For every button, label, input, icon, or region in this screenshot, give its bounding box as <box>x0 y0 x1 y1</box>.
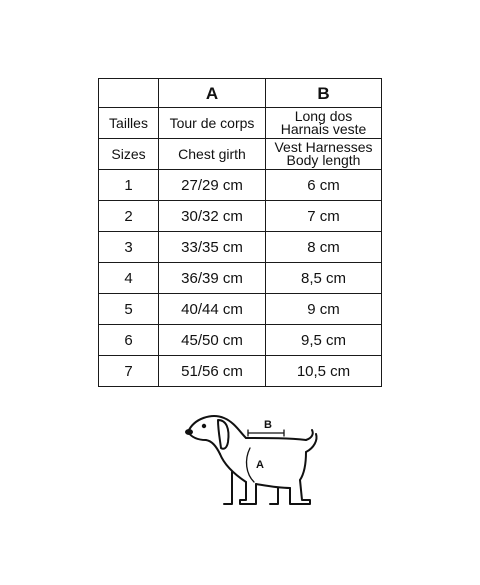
label-length-en <box>266 139 382 170</box>
chest-cell: 51/56 cm <box>159 356 266 387</box>
label-b: B <box>264 419 272 431</box>
chest-cell: 27/29 cm <box>159 170 266 201</box>
label-length-fr-line1: Long dos <box>294 108 353 124</box>
size-cell: 1 <box>99 170 159 201</box>
label-sizes-en: Sizes <box>99 139 159 170</box>
chest-cell: 30/32 cm <box>159 201 266 232</box>
table-row <box>99 263 382 294</box>
size-cell: 2 <box>99 201 159 232</box>
length-cell: 10,5 cm <box>266 356 382 387</box>
label-length-en-line2: Body length <box>286 152 361 168</box>
nose-shape <box>185 429 193 435</box>
label-chest-en: Chest girth <box>159 139 266 170</box>
table-row <box>99 356 382 387</box>
header-row <box>99 79 382 108</box>
table-row <box>99 294 382 325</box>
header-cell-a: A <box>159 79 266 108</box>
chest-cell: 45/50 cm <box>159 325 266 356</box>
label-row-fr <box>99 108 382 139</box>
label-length-fr-line2: Harnais veste <box>280 121 367 137</box>
size-cell: 7 <box>99 356 159 387</box>
chest-cell: 33/35 cm <box>159 232 266 263</box>
label-sizes-fr: Tailles <box>99 108 159 139</box>
length-cell: 6 cm <box>266 170 382 201</box>
table-row <box>99 201 382 232</box>
label-chest-fr: Tour de corps <box>159 108 266 139</box>
length-cell: 8 cm <box>266 232 382 263</box>
length-cell: 9,5 cm <box>266 325 382 356</box>
length-cell: 9 cm <box>266 294 382 325</box>
dog-measurement-icon <box>178 408 328 513</box>
size-cell: 3 <box>99 232 159 263</box>
label-length-fr <box>266 108 382 139</box>
table-row <box>99 170 382 201</box>
table-row <box>99 325 382 356</box>
size-chart-table <box>98 78 382 387</box>
label-length-en-line1: Vest Harnesses <box>274 139 373 155</box>
size-cell: 5 <box>99 294 159 325</box>
size-cell: 6 <box>99 325 159 356</box>
label-row-en <box>99 139 382 170</box>
table-row <box>99 232 382 263</box>
chest-cell: 36/39 cm <box>159 263 266 294</box>
label-a: A <box>256 459 264 471</box>
header-cell-empty <box>99 79 159 108</box>
header-cell-b: B <box>266 79 382 108</box>
size-cell: 4 <box>99 263 159 294</box>
length-cell: 8,5 cm <box>266 263 382 294</box>
eye-shape <box>202 424 206 428</box>
chest-cell: 40/44 cm <box>159 294 266 325</box>
length-cell: 7 cm <box>266 201 382 232</box>
